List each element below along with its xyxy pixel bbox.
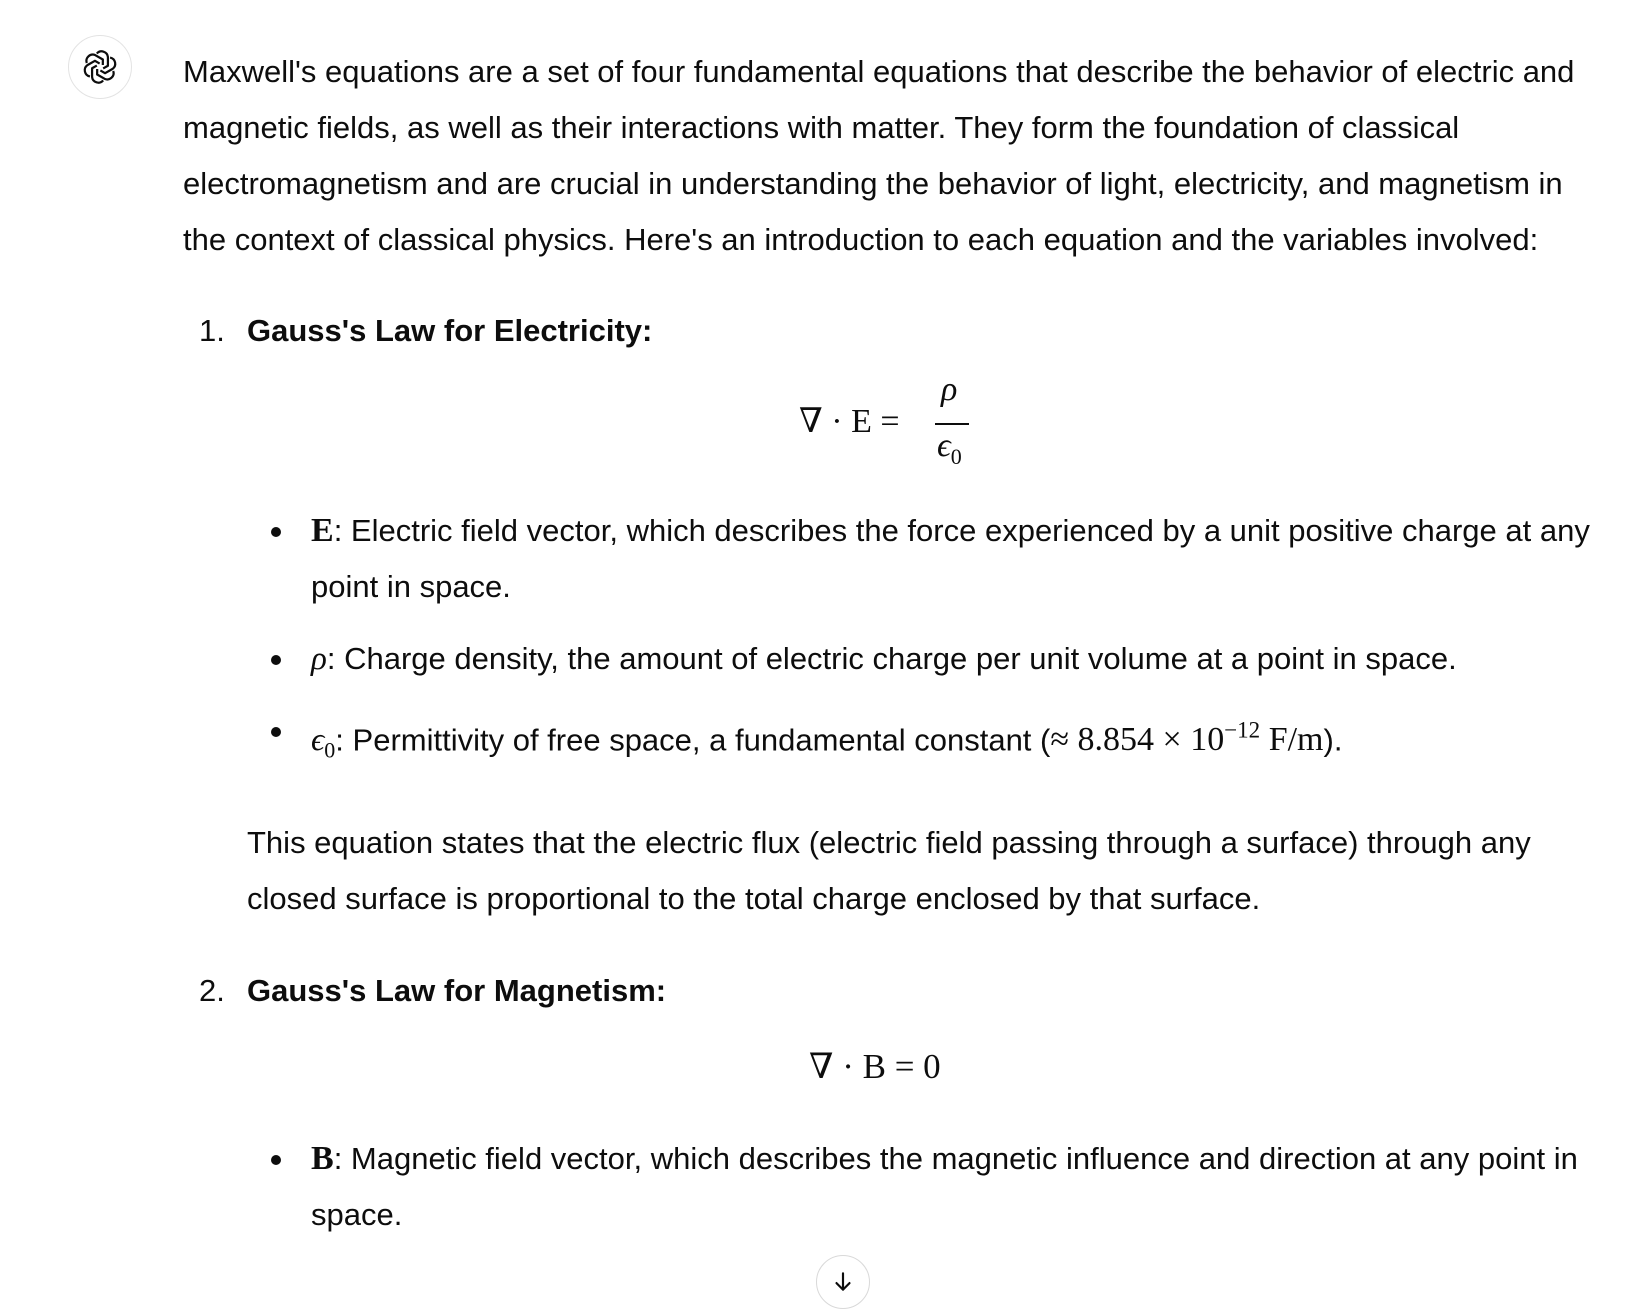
bullet-text: : Electric field vector, which describes the force experienced by a unit positive charge at any point in space. xyxy=(311,513,1590,604)
list-item-heading xyxy=(183,963,1613,1019)
bullet-text: : Permittivity of free space, a fundamental constant ( xyxy=(335,722,1051,758)
bullet-dot xyxy=(271,1155,281,1165)
arrow-down-icon xyxy=(830,1269,856,1295)
intro-paragraph: Maxwell's equations are a set of four fundamental equations that describe the behavior of electric and magnetic fields, as well as their interactions with matter. They form the foundation of classical electromagnetism and are crucial in understanding the behavior of light, electricity, and magnetism in the context of classical physics. Here's an introduction to each equation and the variables involved: xyxy=(183,54,1575,257)
list-item xyxy=(183,703,1613,779)
equation-text: ∇ · B = 0 xyxy=(809,1046,941,1086)
bullet-text-end: ). xyxy=(1323,722,1343,758)
scroll-to-bottom-button[interactable] xyxy=(816,1255,870,1309)
symbol-B: B xyxy=(311,1139,334,1177)
symbol-epsilon0: $\epsilon_0$ xyxy=(311,722,336,763)
equation-lhs: ∇ · E = xyxy=(799,403,900,440)
list-title: Gauss's Law for Magnetism: xyxy=(247,972,667,1008)
list-number: 2. xyxy=(199,972,225,1008)
equation-gauss-electric xyxy=(183,371,1613,479)
openai-logo-icon xyxy=(81,48,119,86)
list-item xyxy=(183,503,1613,615)
fraction-numerator: ρ xyxy=(941,371,958,408)
assistant-message xyxy=(183,44,1613,1243)
list-item xyxy=(183,631,1613,687)
constant-value: ≈ $8.854 \times 10^{-12}$ F/m xyxy=(1050,718,1324,759)
bullet-dot xyxy=(271,527,281,537)
fraction-denominator: $\epsilon_0$ xyxy=(937,427,962,469)
bullet-dot xyxy=(271,727,281,737)
list-title: Gauss's Law for Electricity: xyxy=(247,313,653,348)
fraction-bar xyxy=(935,423,969,425)
list-item xyxy=(183,1131,1613,1243)
list-number: 1. xyxy=(199,313,225,348)
symbol-rho: ρ xyxy=(311,641,327,677)
equation-gauss-magnetic xyxy=(183,1047,1613,1101)
assistant-avatar xyxy=(68,35,132,99)
symbol-E: E xyxy=(311,512,334,549)
bullet-text: : Magnetic field vector, which describes the magnetic influence and direction at any point in space. xyxy=(311,1140,1578,1232)
bullet-dot xyxy=(271,655,281,665)
explanation-paragraph: This equation states that the electric flux (electric field passing through a surface) through any closed surface is proportional to the total charge enclosed by that surface. xyxy=(247,824,1531,916)
list-item-heading xyxy=(183,303,1613,359)
bullet-text: : Charge density, the amount of electric charge per unit volume at a point in space. xyxy=(326,641,1457,676)
